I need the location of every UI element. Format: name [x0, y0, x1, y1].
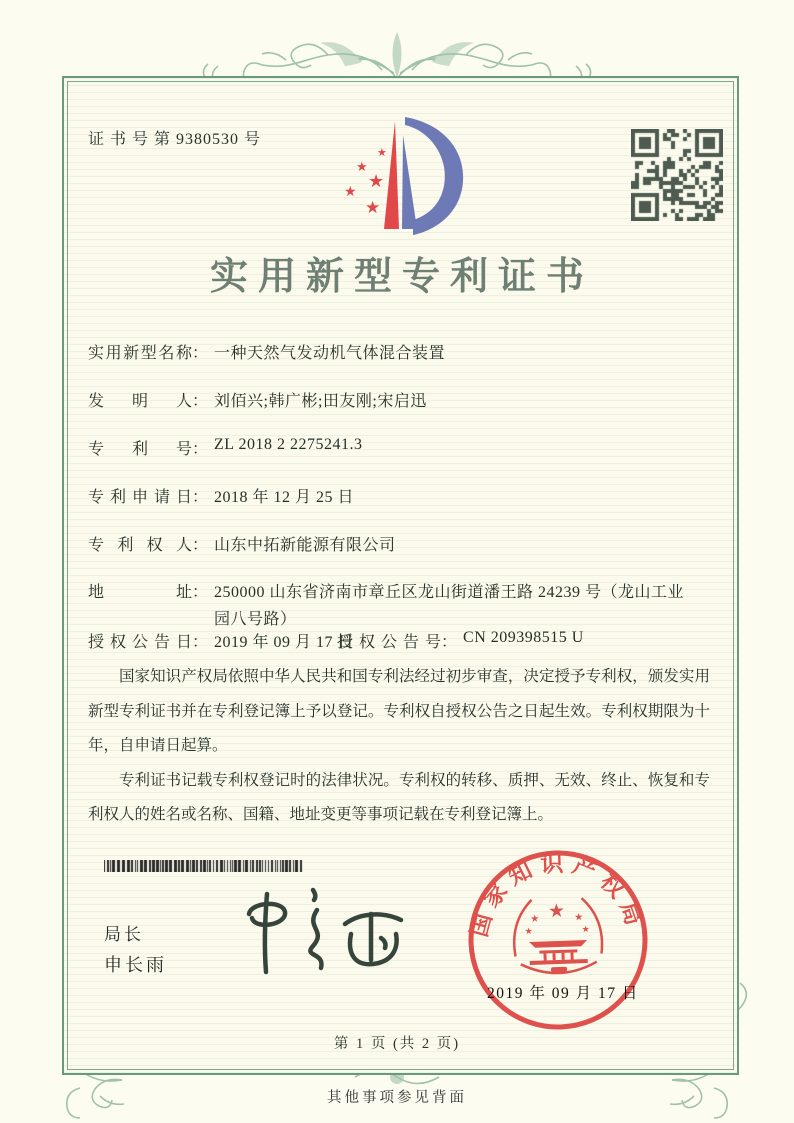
field-row-address: 地址： 250000 山东省济南市章丘区龙山街道潘王路 24239 号（龙山工业园八号路） [88, 579, 686, 633]
field-label: 授权公告号 [337, 634, 441, 651]
svg-text:★: ★ [356, 160, 368, 175]
barcode [104, 860, 303, 872]
field-label: 专利权人 [88, 537, 192, 554]
field-label: 专利申请日 [88, 489, 192, 506]
field-row-inventors: 发明人： 刘佰兴;韩广彬;田友刚;宋启迅 [88, 388, 427, 411]
field-grant-number: 授权公告号： CN 209398515 U [337, 629, 584, 651]
certificate-title: 实用新型专利证书 [209, 256, 594, 298]
field-row-patentee: 专利权人： 山东中拓新能源有限公司 [88, 532, 396, 555]
field-label: 发明人 [88, 393, 192, 410]
director-name: 申长雨 [104, 955, 167, 975]
field-label: 地址 [88, 584, 192, 601]
page-number: 第 1 页 (共 2 页) [333, 1036, 461, 1052]
svg-text:★: ★ [377, 146, 387, 159]
seal-date: 2019 年 09 月 17 日 [487, 985, 639, 1002]
svg-text:★: ★ [368, 171, 385, 192]
svg-text:★: ★ [547, 899, 566, 923]
field-row-grant: 授权公告日： 2019 年 09 月 17 日 授权公告号： CN 209398515 U [88, 629, 584, 651]
field-value: CN 209398515 U [463, 629, 584, 646]
field-value: ZL 2018 2 2275241.3 [214, 436, 363, 453]
legal-text [88, 660, 710, 833]
legal-paragraph: 专利证书记载专利权登记时的法律状况。专利权的转移、质押、无效、终止、恢复和专利权人的姓名或名称、国籍、地址变更等事项记载在专利登记簿上。 [88, 771, 710, 823]
svg-text:★: ★ [524, 926, 533, 938]
cnipa-logo-icon [325, 103, 475, 243]
qr-code [631, 129, 723, 221]
field-row-patent-number: 专利号： ZL 2018 2 2275241.3 [88, 436, 363, 458]
field-label: 实用新型名称 [88, 345, 192, 362]
field-label: 授权公告日 [88, 634, 192, 651]
field-row-name: 实用新型名称： 一种天然气发动机气体混合装置 [88, 340, 445, 363]
official-seal [463, 845, 653, 1035]
svg-text:★: ★ [530, 913, 540, 925]
field-value: 250000 山东省济南市章丘区龙山街道潘王路 24239 号（龙山工业园八号路） [214, 584, 685, 628]
director-title: 局长 [104, 925, 144, 944]
field-value: 2019 年 09 月 17 日 [214, 634, 355, 651]
back-note: 其他事项参见背面 [327, 1090, 467, 1106]
national-emblem-icon [513, 897, 603, 974]
field-value: 刘佰兴;韩广彬;田友刚;宋启迅 [214, 393, 427, 410]
field-value: 一种天然气发动机气体混合装置 [214, 345, 446, 362]
legal-paragraph: 国家知识产权局依照中华人民共和国专利法经过初步审查，决定授予专利权，颁发实用新型专利证书并在专利登记簿上予以登记。专利权自授权公告之日起生效。专利权期限为十年，自申请日起算。 [88, 668, 710, 754]
field-label: 专利号 [88, 441, 192, 458]
certificate-number: 证 书 号 第 9380530 号 [88, 131, 262, 148]
field-value: 山东中拓新能源有限公司 [214, 537, 396, 554]
svg-text:★: ★ [365, 198, 381, 218]
field-row-filing-date: 专利申请日： 2018 年 12 月 25 日 [88, 484, 354, 507]
svg-text:国家知识产权局: 国家知识产权局 [466, 850, 649, 940]
svg-text:★: ★ [344, 184, 357, 200]
svg-text:★: ★ [574, 912, 584, 924]
field-value: 2018 年 12 月 25 日 [214, 489, 355, 506]
director-signature [225, 880, 415, 985]
svg-text:★: ★ [581, 924, 590, 936]
